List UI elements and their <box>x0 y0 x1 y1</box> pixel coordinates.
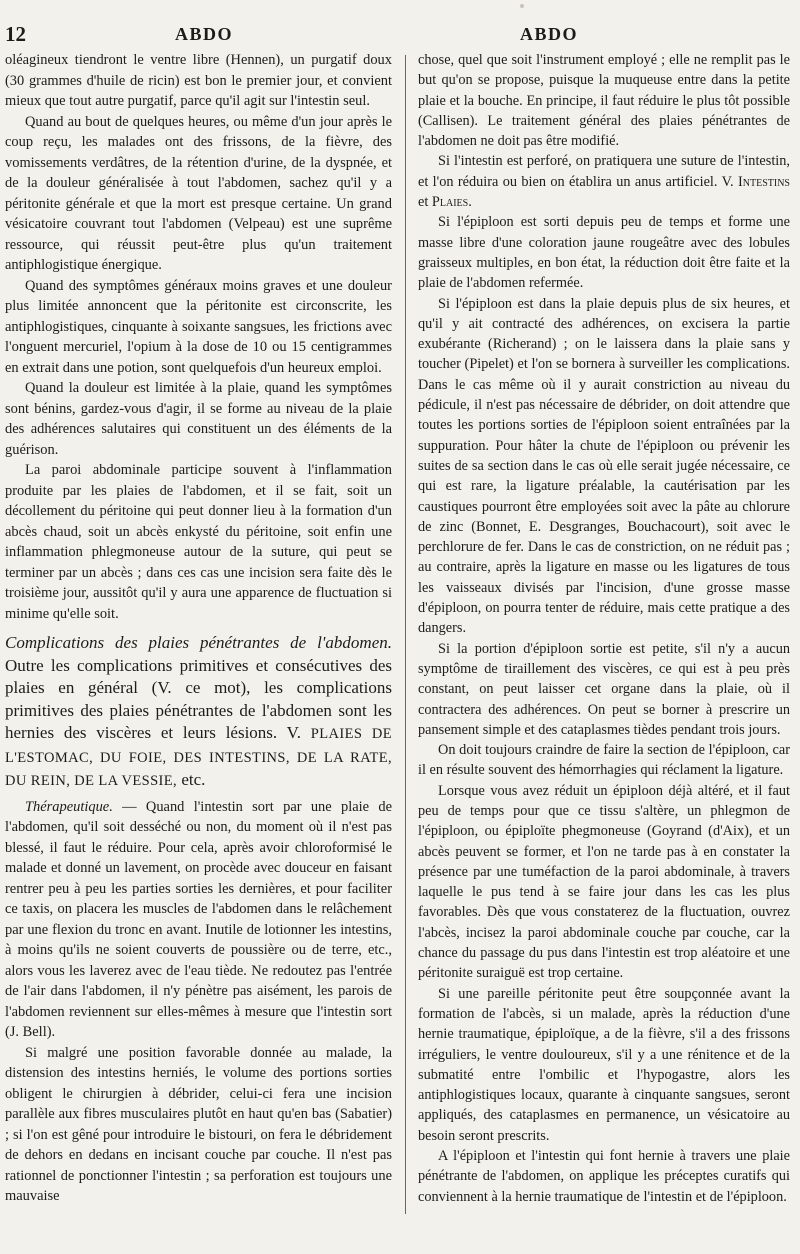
left-column <box>5 50 392 1216</box>
paragraph: Si la portion d'épiploon sortie est petite, s'il n'y a aucun symptôme de tiraillement des viscères, ce qui est à peu près constant, on peut laisser cet organe dans la plaie, où il contractera des adhérences. On peut se borner à prescrire un pansement simple et des cataplasmes tièdes pendant trois jours. <box>418 640 790 738</box>
paragraph: Lorsque vous avez réduit un épiploon déjà altéré, et il faut peu de temps pour que ce tissu s'altère, un phlegmon de l'épiploon, ou épiploïte phegmoneuse (Goyrand (d'Aix), et un abcès peuvent se former, et l'on ne tarde pas à en constater la présence par une tuméfaction de la paroi abdominale, à travers laquelle le pus tend à se faire jour dans les cas les plus favorables. Dès que vous constaterez de la fluctuation, ouvrez l'abcès, incisez la paroi abdominale couche par couche, car la chance du passage du pus dans l'intestin est trop aléatoire et une péritonite suraiguë est trop certaine. <box>418 782 790 982</box>
paragraph-therapeutique <box>5 797 392 1043</box>
paragraph-crossref: Si l'intestin est perforé, on pratiquera une suture de l'intestin, et l'on réduira ou bien on établira un anus artificiel. V. Intestins et Plaies. <box>418 153 790 211</box>
section-heading-title: Complications des plaies pénétrantes de l'abdomen. <box>5 633 392 652</box>
paragraph: Si l'épiploon est dans la plaie depuis plus de six heures, et qu'il y ait contracté des adhérences, on excisera la partie exubérante (Richerand) ; on le laissera dans la plaie sans y toucher (Pipelet) et l'on se bornera à surveiller les complications. Dans le cas même où il y aurait constriction au niveau du pédicule, il n'est pas nécessaire de débrider, on doit attendre que toutes les portions sorties de l'épiploon soient entraînées par la suppuration. Pour hâter la chute de l'épiploon ou prévenir les suites de sa section dans le cas où elle serait jugée nécessaire, ce qui est rare, la ligature préalable, la cautérisation par les caustiques pourront être employées soit avec la pâte au chlorure de zinc (Bonnet, E. Desgranges, Bouchacourt), soit avec le perchlorure de fer. Dans le cas de constriction, on ne réduit pas ; au contraire, après la ligature en masse ou les ligatures de tous les vaisseaux divisés par l'incision, d'une grosse masse d'épiploon, on pourra tenter de réduire, mais cette pratique a des dangers. <box>418 295 790 637</box>
right-column <box>418 50 790 1216</box>
running-head-left: ABDO <box>175 24 234 44</box>
paragraph-text: — Quand l'intestin sort par une plaie de l'abdomen, qu'il soit desséché ou non, du moment où il n'est pas blessé, il faut le réduire. Pour cela, après avoir chloroformisé le malade et donné un lavement, on procède avec douceur en faisant rentrer peu à peu les parties sorties les dernières, et pour faciliter ce taxis, on placera les muscles de l'abdomen dans le relâchement par une flexion du tronc en avant. Inutile de lotionner les intestins, à moins qu'ils ne soient couverts de poussière ou de terre, etc., alors vous les laverez avec de l'eau tiède. Ne redoutez pas l'entrée de l'air dans l'abdomen, il n'y pénètre pas aisément, les parois de l'abdomen reviennent sur elles-mêmes à mesure que l'intestin sort (J. Bell). <box>5 798 392 1040</box>
crossref-intestins: Intestins <box>738 173 790 190</box>
column-divider <box>405 55 406 1214</box>
page-header <box>0 22 800 52</box>
crossref-plaies: Plaies <box>431 194 469 211</box>
paragraph-text: Si l'intestin est perforé, on pratiquera une suture de l'intestin, et l'on réduira ou bien on établira un anus artificiel. V. <box>418 153 790 190</box>
crossref-and: et <box>418 194 429 211</box>
paragraph: Si l'épiploon est sorti depuis peu de temps et forme une masse libre d'une coloration jaune rougeâtre avec des lobules graisseux multiples, en bon état, la réduction doit être faite et la plaie de l'abdomen refermée. <box>418 214 790 292</box>
paragraph: Quand des symptômes généraux moins graves et une douleur plus limitée annoncent que la péritonite est circonscrite, les antiphlogistiques, cinquante à soixante sangsues, les frictions avec l'onguent mercuriel, l'opium à la dose de 10 ou 15 centigrammes en extrait dans une potion, sont quelquefois d'un heureux emploi. <box>5 277 392 376</box>
paragraph: On doit toujours craindre de faire la section de l'épiploon, car il en résulte souvent des hémorrhagies qui réclament la ligature. <box>418 742 790 779</box>
paragraph: chose, quel que soit l'instrument employé ; elle ne remplit pas le but qu'on se propose, puisque la muqueuse entre dans la petite plaie et la bouche. En principe, il faut réduire le plus tôt possible (Callisen). Le traitement général des plaies pénétrantes de l'abdomen ne doit pas être modifié. <box>418 52 790 150</box>
paragraph: Quand la douleur est limitée à la plaie, quand les symptômes sont bénins, gardez-vous d'agir, il se forme au niveau de la plaie des adhérences salutaires qui constituent un des éléments de la guérison. <box>5 380 392 458</box>
running-head-right: ABDO <box>520 24 579 44</box>
section-heading <box>5 632 392 793</box>
paragraph: Quand au bout de quelques heures, ou même d'un jour après le coup reçu, les malades ont des frissons, de la fièvre, des vomissements verdâtres, de la rétention d'urine, de la dyspnée, et de la douleur généralisée à tout l'abdomen, sachez qu'il y a péritonite générale et que la mort est presque certaine. Un grand vésicatoire couvrant tout l'abdomen (Velpeau) est une suprême ressource, qui réussit peut-être plus qu'un traitement antiphlogistique énergique. <box>5 113 392 273</box>
section-heading-crossref: PLAIES DE L'ESTOMAC, DU FOIE, DES INTESTINS, DE LA RATE, DU REIN, DE LA VESSIE, <box>5 726 392 789</box>
section-heading-text: Outre les complications primitives et consécutives des plaies en général (V. ce mot), les complications primitives des plaies pénétrantes de l'abdomen sont les hernies des viscères et leurs lésions. V. <box>5 655 392 742</box>
paper-mark <box>520 4 524 8</box>
paragraph: oléagineux tiendront le ventre libre (Hennen), un purgatif doux (30 grammes d'huile de ricin) est bon le premier jour, et convient mieux que tout autre purgatif, parce qu'il agit sur l'intestin seul. <box>5 52 392 109</box>
paragraph: Si une pareille péritonite peut être soupçonnée avant la formation de l'abcès, si un malade, après la réduction d'une hernie traumatique, épiploïque, a de la fièvre, s'il a des frissons irréguliers, le ventre douloureux, s'il y a une rénitence et de la submatité entre l'ombilic et l'hypogastre, alors les antiphlogistiques locaux, quarante à cinquante sangsues, seront appliqués, des cataplasmes en permanence, un vésicatoire au besoin seront prescrits. <box>418 985 790 1144</box>
paragraph-lead: Thérapeutique. <box>25 798 113 815</box>
paragraph: A l'épiploon et l'intestin qui font hernie à travers une plaie pénétrante de l'abdomen, on applique les préceptes curatifs qui conviennent à la hernie traumatique de l'intestin et de l'épiploon. <box>418 1148 790 1205</box>
page-number: 12 <box>5 22 26 46</box>
paragraph: Si malgré une position favorable donnée au malade, la distension des intestins herniés, le volume des portions sorties obligent le chirurgien à débrider, celui-ci fera une incision parallèle aux fibres musculaires plutôt en haut qu'en bas (Sabatier) ; si l'on est gêné pour introduire le bistouri, on fera le débridement de dehors en dedans en incisant couche par couche. Il n'est pas rationnel de ponctionner l'intestin ; sa perforation est toujours une mauvaise <box>5 1044 392 1204</box>
section-heading-end: etc. <box>181 770 206 789</box>
paragraph: La paroi abdominale participe souvent à l'inflammation produite par les plaies de l'abdomen, et il se fait, soit un décollement du péritoine qui peut donner lieu à la formation d'un abcès chaud, soit un abcès enkysté du péritoine, soit enfin une inflammation phlegmoneuse autour de la suture, qui peut se terminer par un abcès ; dans ces cas une incision sera faite dès le troisième jour, aussitôt qu'il y aura une apparence de fluctuation si minime qu'elle soit. <box>5 462 392 622</box>
